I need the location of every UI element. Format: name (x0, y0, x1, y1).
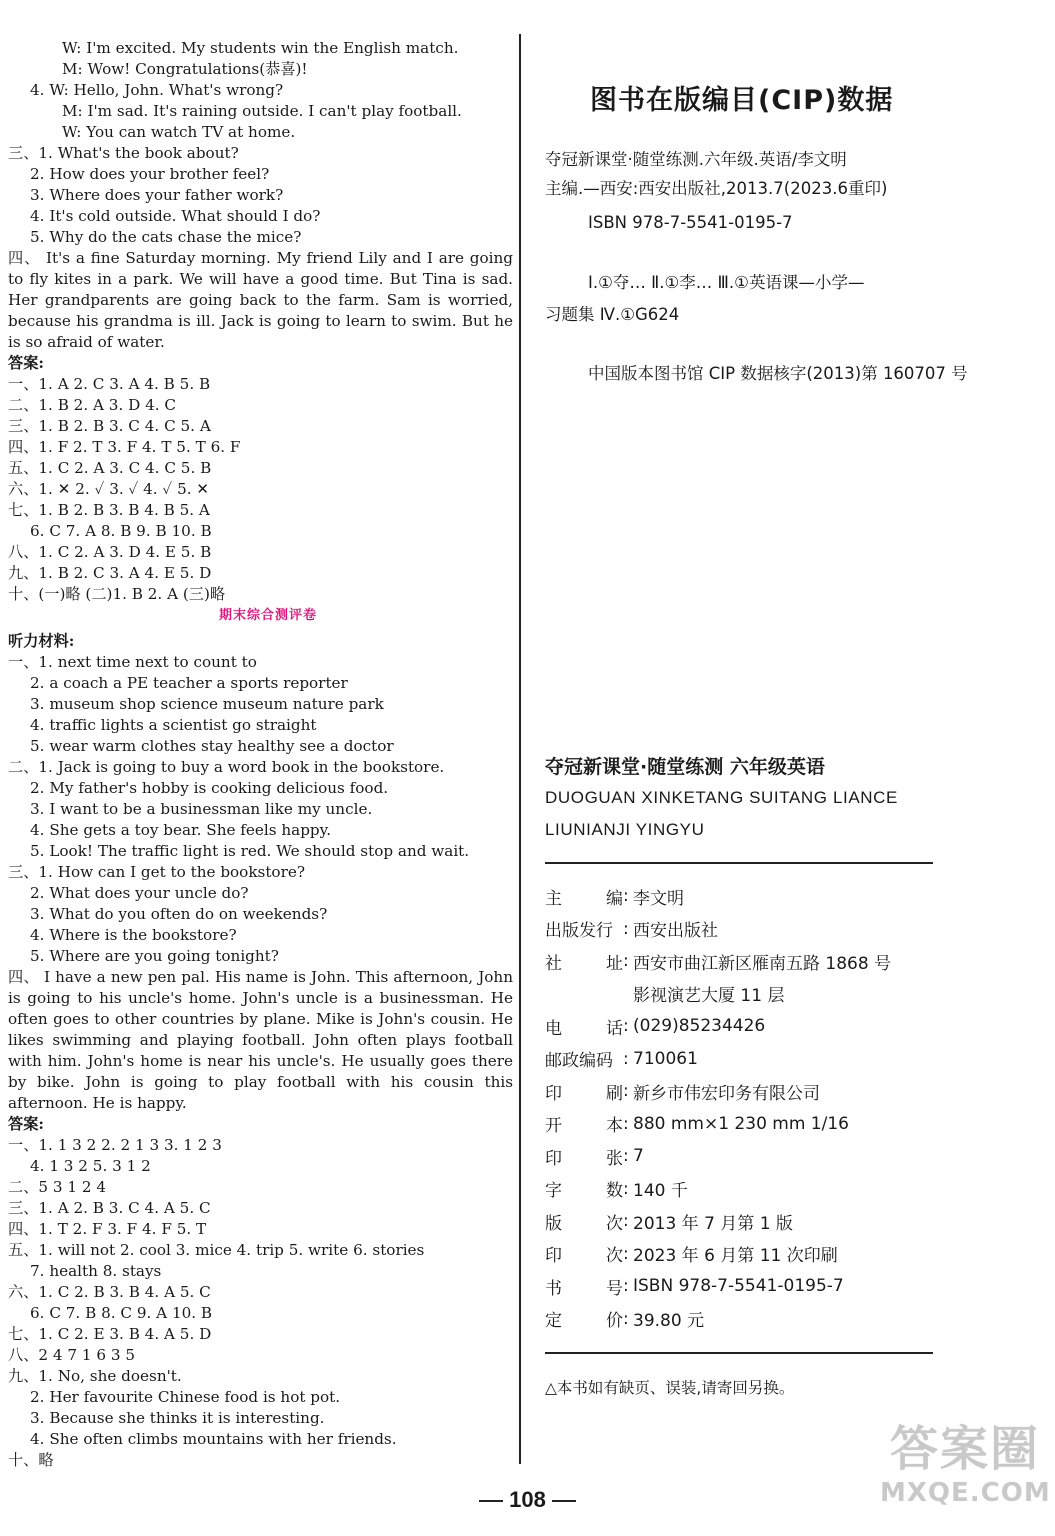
pub-info-key (545, 1144, 623, 1169)
pub-info-value: 710061 (633, 1048, 698, 1069)
listening-passage-1: 四、 It's a fine Saturday morning. My friend Lily and I are going to fly kites in a park. We will have a good time. But Tina is sad. Her grandparents are going back to the farm. Sam is worried, because his grandma is ill. Jack is going to learn to swim. But he is so afraid of water. (8, 249, 513, 351)
answers-label: 答案: (8, 1115, 44, 1133)
answer-line: 九、1. B 2. C 3. A 4. E 5. D (8, 564, 212, 582)
script-line: 三、1. How can I get to the bookstore? (8, 863, 305, 881)
pub-info-key (545, 1046, 623, 1071)
pub-info-key-char: 印 (545, 1083, 562, 1104)
pub-info-row (545, 1238, 891, 1271)
script-line: 二、1. Jack is going to buy a word book in the bookstore. (8, 758, 445, 776)
answer-line: 四、1. T 2. F 3. F 4. F 5. T (8, 1220, 207, 1238)
answer-line: 6. C 7. A 8. B 9. B 10. B (30, 522, 212, 540)
pub-info-key (545, 1241, 623, 1266)
book-title-pinyin: DUOGUAN XINKETANG SUITANG LIANCE (545, 788, 898, 807)
answer-line: 7. health 8. stays (30, 1262, 162, 1280)
dash-right (552, 1500, 576, 1502)
cip-line: 主编.—西安:西安出版社,2013.7(2023.6重印) (545, 179, 888, 198)
answer-line: 六、1. C 2. B 3. B 4. A 5. C (8, 1283, 211, 1301)
pub-info-key-char: 出版发行 (545, 921, 613, 942)
pub-info-key (545, 1306, 623, 1331)
answer-line: 九、1. No, she doesn't. (8, 1367, 182, 1385)
pub-info-key-char: 号 (606, 1278, 623, 1299)
pub-info-colon: : (623, 1211, 629, 1232)
pub-info-colon: : (623, 1243, 629, 1264)
pub-info-key (545, 884, 623, 909)
pub-info-key (545, 1209, 623, 1234)
pub-info-colon: : (623, 1276, 629, 1297)
script-line: 2. My father's hobby is cooking delicious food. (30, 779, 389, 797)
pub-info-key (545, 1176, 623, 1201)
pub-info-row (545, 880, 891, 913)
pub-info-colon: : (623, 1081, 629, 1102)
horizontal-rule (545, 1352, 933, 1354)
pub-info-row (545, 1010, 891, 1043)
pub-info-colon: : (623, 1178, 629, 1199)
pub-info-row (545, 1108, 891, 1141)
pub-info-key-char: 主 (545, 888, 562, 909)
script-line: 2. How does your brother feel? (30, 165, 270, 183)
answer-line: 二、1. B 2. A 3. D 4. C (8, 396, 177, 414)
pub-info-key-char: 话 (606, 1018, 623, 1039)
cip-isbn: ISBN 978-7-5541-0195-7 (588, 213, 793, 232)
pub-info-key-char: 字 (545, 1181, 562, 1202)
pub-info-key (545, 1111, 623, 1136)
listening-passage-2: 四、 I have a new pen pal. His name is John. This afternoon, John is going to his uncle's home. John's uncle is a businessman. He often goes to other countries by plane. Mike is John's cousin. He likes swimming and playing football. John often plays football with him. John's home is near his uncle's. He usually goes there by bike. John is going to play football with his cousin this afternoon. He is happy. (8, 968, 513, 1112)
pub-info-key-char: 书 (545, 1278, 562, 1299)
pub-info-key-char: 电 (545, 1018, 562, 1039)
answer-line: 三、1. B 2. B 3. C 4. C 5. A (8, 417, 211, 435)
pub-info-key (545, 916, 623, 941)
pub-info-key (545, 1274, 623, 1299)
listening-script (8, 652, 513, 967)
pub-info-key-char: 社 (545, 953, 562, 974)
pub-info-value: 西安出版社 (633, 921, 718, 942)
cip-title: 图书在版编目(CIP)数据 (590, 85, 894, 116)
script-line: 5. Where are you going tonight? (30, 947, 279, 965)
pub-info-key-char: 址 (606, 953, 623, 974)
answer-line: 七、1. C 2. E 3. B 4. A 5. D (8, 1325, 212, 1343)
answer-line: 一、1. 1 3 2 2. 2 1 3 3. 1 2 3 (8, 1136, 222, 1154)
pub-info-value: 140 千 (633, 1181, 688, 1202)
script-line: 2. What does your uncle do? (30, 884, 249, 902)
pub-info-value: 880 mm×1 230 mm 1/16 (633, 1113, 849, 1134)
pub-info-value: 西安市曲江新区雁南五路 1868 号 (633, 953, 892, 974)
pub-info-value: 2023 年 6 月第 11 次印刷 (633, 1246, 838, 1267)
column-divider (519, 34, 521, 1464)
pub-info-key (545, 949, 623, 974)
pub-info-key-char: 本 (606, 1116, 623, 1137)
answer-column (8, 38, 513, 1471)
answer-line: 八、1. C 2. A 3. D 4. E 5. B (8, 543, 212, 561)
pub-info-row (545, 1140, 891, 1173)
pub-info-value: ISBN 978-7-5541-0195-7 (633, 1276, 844, 1297)
script-line: 2. a coach a PE teacher a sports reporter (30, 674, 348, 692)
script-line: 5. wear warm clothes stay healthy see a doctor (30, 737, 394, 755)
listening-script-continued (8, 38, 513, 248)
publication-info (545, 880, 891, 1335)
pub-info-value: 新乡市伟宏印务有限公司 (633, 1083, 820, 1104)
pub-info-colon: : (623, 1016, 629, 1037)
pub-info-value: 39.80 元 (633, 1311, 705, 1332)
pub-info-key-char: 编 (606, 888, 623, 909)
pub-info-row (545, 1173, 891, 1206)
pub-info-value: 李文明 (633, 888, 684, 909)
script-line: 4. She gets a toy bear. She feels happy. (30, 821, 332, 839)
script-line: M: I'm sad. It's raining outside. I can't play football. (62, 102, 462, 120)
pub-info-key-char: 张 (606, 1148, 623, 1169)
answer-line: 3. Because she thinks it is interesting. (30, 1409, 325, 1427)
pub-info-key-char: 刷 (606, 1083, 623, 1104)
answer-key-2 (8, 1135, 513, 1471)
answer-line: 十、(一)略 (二)1. B 2. A (三)略 (8, 585, 226, 603)
answer-line: 五、1. C 2. A 3. C 4. C 5. B (8, 459, 212, 477)
pub-info-key-char: 价 (606, 1311, 623, 1332)
answer-line: 一、1. A 2. C 3. A 4. B 5. B (8, 375, 211, 393)
pub-info-key-char: 版 (545, 1213, 562, 1234)
pub-info-key-char: 印 (545, 1148, 562, 1169)
pub-info-key-char: 数 (606, 1181, 623, 1202)
pub-info-key-char: 邮政编码 (545, 1051, 613, 1072)
cip-line: Ⅰ.①夺… Ⅱ.①李… Ⅲ.①英语课—小学— (588, 273, 865, 292)
pub-info-row (545, 1075, 891, 1108)
cip-line: 夺冠新课堂·随堂练测.六年级.英语/李文明 (545, 150, 847, 169)
pub-info-value: 7 (633, 1146, 644, 1167)
answer-line: 4. 1 3 2 5. 3 1 2 (30, 1157, 151, 1175)
answer-line: 三、1. A 2. B 3. C 4. A 5. C (8, 1199, 211, 1217)
answer-key-1 (8, 374, 513, 605)
pub-info-row (545, 945, 891, 978)
script-line: M: Wow! Congratulations(恭喜)! (62, 60, 308, 78)
script-line: 5. Look! The traffic light is red. We should stop and wait. (30, 842, 470, 860)
cip-number: 中国版本图书馆 CIP 数据核字(2013)第 160707 号 (588, 364, 968, 383)
book-title: 夺冠新课堂·随堂练测 六年级英语 (545, 756, 825, 778)
dash-left (479, 1500, 503, 1502)
watermark (880, 1420, 1050, 1532)
pub-info-row (545, 913, 891, 946)
script-line: 三、1. What's the book about? (8, 144, 239, 162)
answer-line: 五、1. will not 2. cool 3. mice 4. trip 5. write 6. stories (8, 1241, 425, 1259)
pub-info-row (545, 1303, 891, 1336)
pub-info-colon: : (623, 1146, 629, 1167)
answers-label: 答案: (8, 354, 44, 372)
script-line: 5. Why do the cats chase the mice? (30, 228, 302, 246)
notice-text: △本书如有缺页、误装,请寄回另换。 (545, 1379, 795, 1397)
watermark-url: MXQE.COM (880, 1478, 1051, 1508)
book-title-pinyin: LIUNIANJI YINGYU (545, 820, 705, 839)
script-line: 4. Where is the bookstore? (30, 926, 237, 944)
answer-line: 2. Her favourite Chinese food is hot pot. (30, 1388, 341, 1406)
horizontal-rule (545, 862, 933, 864)
answer-line: 6. C 7. B 8. C 9. A 10. B (30, 1304, 213, 1322)
script-line: 3. What do you often do on weekends? (30, 905, 328, 923)
cip-line: 习题集 Ⅳ.①G624 (545, 305, 680, 324)
listening-label: 听力材料: (8, 632, 75, 650)
script-line: 3. museum shop science museum nature park (30, 695, 384, 713)
pub-info-key (545, 1014, 623, 1039)
answer-line: 十、略 (8, 1451, 54, 1469)
answer-line: 二、5 3 1 2 4 (8, 1178, 106, 1196)
script-line: 4. traffic lights a scientist go straight (30, 716, 317, 734)
pub-info-colon: : (623, 886, 629, 907)
page-number-text: 108 (509, 1487, 546, 1512)
answer-line: 四、1. F 2. T 3. F 4. T 5. T 6. F (8, 438, 241, 456)
pub-info-key-char: 定 (545, 1311, 562, 1332)
script-line: 3. Where does your father work? (30, 186, 284, 204)
pub-info-row (545, 1270, 891, 1303)
answer-line: 七、1. B 2. B 3. B 4. B 5. A (8, 501, 210, 519)
script-line: 4. It's cold outside. What should I do? (30, 207, 321, 225)
pub-info-value-continued: 影视演艺大厦 11 层 (633, 986, 785, 1007)
script-line: 3. I want to be a businessman like my uncle. (30, 800, 373, 818)
script-line: 一、1. next time next to count to (8, 653, 257, 671)
pub-info-key-char: 开 (545, 1116, 562, 1137)
pub-info-key (545, 1079, 623, 1104)
script-line: W: I'm excited. My students win the English match. (62, 39, 459, 57)
pub-info-colon: : (623, 1308, 629, 1329)
pub-info-value: 2013 年 7 月第 1 版 (633, 1213, 793, 1234)
pub-info-row (545, 1205, 891, 1238)
pub-info-row (545, 1043, 891, 1076)
watermark-logo: 答案圈 (889, 1421, 1040, 1477)
pub-info-colon: : (623, 1113, 629, 1134)
pub-info-key-char: 次 (606, 1246, 623, 1267)
pub-info-colon: : (623, 918, 629, 939)
answer-line: 4. She often climbs mountains with her friends. (30, 1430, 397, 1448)
pub-info-key-char: 次 (606, 1213, 623, 1234)
pub-info-colon: : (623, 951, 629, 972)
script-line: W: You can watch TV at home. (62, 123, 296, 141)
section-heading: 期末综合测评卷 (218, 608, 317, 623)
pub-info-value: (029)85234426 (633, 1016, 766, 1037)
pub-info-colon: : (623, 1048, 629, 1069)
page-number (470, 1487, 585, 1513)
answer-line: 八、2 4 7 1 6 3 5 (8, 1346, 135, 1364)
answer-line: 六、1. ✕ 2. ✓ 3. ✓ 4. ✓ 5. ✕ (8, 480, 210, 498)
pub-info-key-char: 印 (545, 1246, 562, 1267)
script-line: 4. W: Hello, John. What's wrong? (30, 81, 284, 99)
